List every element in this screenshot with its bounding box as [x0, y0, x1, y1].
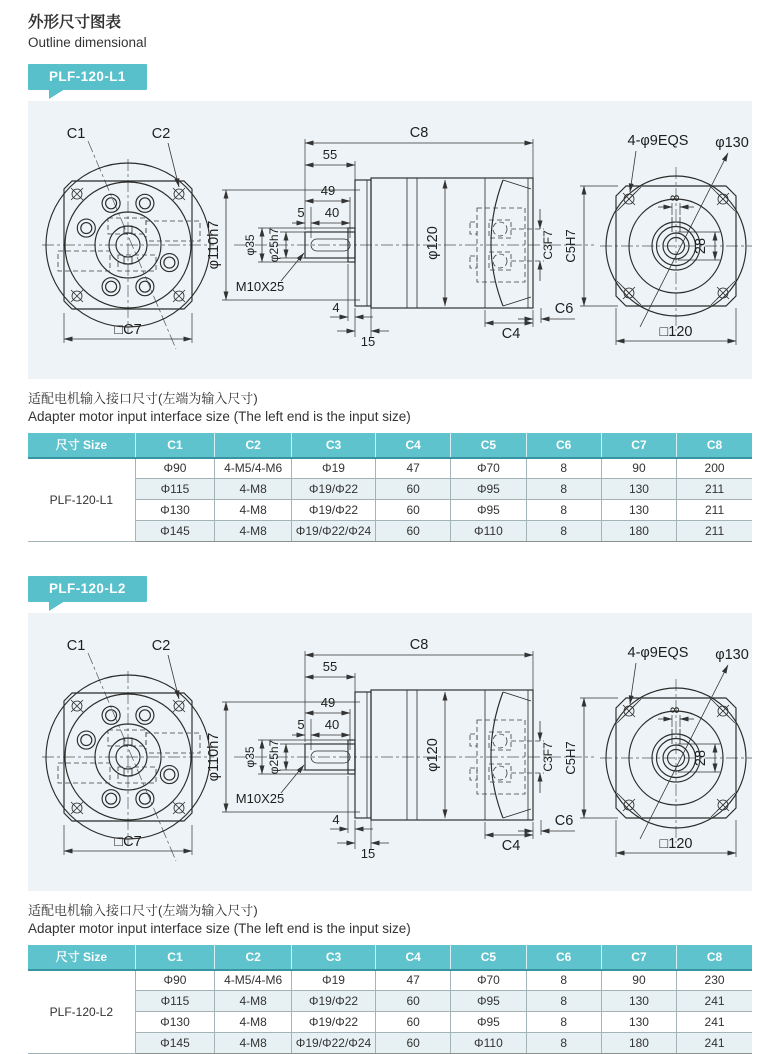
table-cell: Φ90 [135, 458, 215, 479]
dim-label-c8: C8 [409, 637, 429, 654]
table-cell: 8 [526, 479, 601, 500]
dim-label-d35: φ35 [243, 234, 257, 256]
dim-label-d110: φ110h7 [206, 732, 222, 782]
table-cell: 130 [601, 500, 676, 521]
table-cell: 4-M5/4-M6 [215, 458, 292, 479]
dim-label-49: 49 [320, 695, 336, 711]
note-zh: 适配电机输入接口尺寸(左端为输入尺寸) [28, 391, 258, 406]
table-cell: Φ95 [451, 1012, 526, 1033]
table-cell: 47 [375, 970, 450, 991]
table-row [28, 970, 752, 991]
dim-label-d25: φ25h7 [267, 739, 281, 775]
section-plf-120-l2 [28, 562, 752, 1054]
table-row [28, 521, 752, 542]
dim-label-15: 15 [360, 846, 376, 862]
dim-label-d120: φ120 [425, 738, 441, 772]
dim-label-49: 49 [320, 183, 336, 198]
dim-label-8: 8 [668, 194, 682, 202]
page-subtitle: Outline dimensional [28, 35, 147, 50]
table-cell: Φ19/Φ22 [292, 1012, 376, 1033]
dim-label-d25: φ25h7 [267, 227, 281, 263]
table-cell: 200 [677, 458, 752, 479]
table-cell: Φ19/Φ22 [292, 479, 376, 500]
table-header-row [28, 433, 752, 458]
table-row [28, 1012, 752, 1033]
table-cell: Φ110 [451, 1033, 526, 1054]
table-cell: 47 [375, 458, 450, 479]
dim-label-4: 4 [332, 300, 340, 315]
dim-label-28: 28 [693, 749, 709, 767]
table-row [28, 458, 752, 479]
column-header: 尺寸 Size [28, 945, 135, 970]
column-header: C7 [601, 945, 676, 970]
column-header: 尺寸 Size [28, 433, 135, 458]
table-cell: Φ145 [135, 1033, 215, 1054]
column-header: C8 [677, 945, 752, 970]
table-cell: Φ19/Φ22 [292, 500, 376, 521]
table-cell: 4-M5/4-M6 [215, 970, 292, 991]
table-cell: Φ110 [451, 521, 526, 542]
table-cell: Φ130 [135, 1012, 215, 1033]
table-cell: 8 [526, 1033, 601, 1054]
table-cell: 60 [375, 479, 450, 500]
column-header: C8 [677, 433, 752, 458]
rear-view [600, 133, 752, 345]
dimension-table-l2 [28, 945, 752, 1054]
table-cell: 90 [601, 970, 676, 991]
table-cell: 8 [526, 500, 601, 521]
dim-label-d130: φ130 [715, 647, 749, 664]
dim-label-sq120: □120 [659, 324, 693, 340]
dim-label-eqs: 4-φ9EQS [627, 645, 689, 662]
table-cell: Φ95 [451, 500, 526, 521]
dim-label-c6: C6 [554, 813, 574, 830]
column-header: C1 [135, 945, 215, 970]
table-cell: Φ19 [292, 458, 376, 479]
outline-drawing [28, 101, 752, 379]
table-cell: Φ19 [292, 970, 376, 991]
model-badge: PLF-120-L2 [28, 576, 147, 602]
dim-label-c3: C3F7 [541, 230, 555, 260]
table-cell: 60 [375, 500, 450, 521]
dim-label-15: 15 [360, 334, 376, 349]
table-cell: Φ115 [135, 991, 215, 1012]
table-row [28, 991, 752, 1012]
table-cell: 8 [526, 1012, 601, 1033]
table-cell: 4-M8 [215, 521, 292, 542]
table-cell: 4-M8 [215, 1033, 292, 1054]
table-cell: 211 [677, 479, 752, 500]
column-header: C6 [526, 945, 601, 970]
table-cell: Φ130 [135, 500, 215, 521]
dim-label-m10: M10X25 [235, 279, 285, 294]
column-header: C6 [526, 433, 601, 458]
table-cell: Φ19/Φ22/Φ24 [292, 1033, 376, 1054]
dim-label-c5: C5H7 [563, 741, 578, 775]
row-label: PLF-120-L1 [28, 458, 135, 542]
front-view [42, 126, 214, 349]
table-cell: 8 [526, 458, 601, 479]
table-cell: 241 [677, 1012, 752, 1033]
dimension-table-l1 [28, 433, 752, 543]
column-header: C5 [451, 945, 526, 970]
table-cell: 4-M8 [215, 991, 292, 1012]
dim-label-c1: C1 [66, 638, 86, 655]
side-view [206, 125, 618, 349]
dim-label-c6: C6 [554, 301, 574, 317]
note-en: Adapter motor input interface size (The left end is the input size) [28, 921, 411, 936]
table-cell: 130 [601, 479, 676, 500]
dim-label-d110: φ110h7 [206, 220, 222, 270]
table-cell: 180 [601, 1033, 676, 1054]
side-view [206, 637, 618, 861]
table-cell: Φ70 [451, 458, 526, 479]
table-cell: 211 [677, 521, 752, 542]
dim-label-28: 28 [693, 237, 709, 255]
table-cell: 241 [677, 1033, 752, 1054]
table-cell: 60 [375, 991, 450, 1012]
dim-label-c4: C4 [501, 326, 521, 342]
dim-label-d120: φ120 [425, 226, 441, 260]
table-cell: 130 [601, 991, 676, 1012]
note-block [28, 390, 752, 427]
table-cell: 60 [375, 1012, 450, 1033]
table-cell: 130 [601, 1012, 676, 1033]
table-row [28, 1033, 752, 1054]
column-header: C4 [375, 945, 450, 970]
dim-label-55: 55 [322, 147, 338, 162]
dim-label-55: 55 [322, 659, 338, 675]
dim-label-c4: C4 [501, 838, 521, 855]
dim-label-d130: φ130 [715, 135, 749, 151]
note-block [28, 902, 752, 939]
table-cell: 60 [375, 1033, 450, 1054]
front-view [42, 638, 214, 861]
table-cell: 60 [375, 521, 450, 542]
dim-label-c8: C8 [409, 125, 429, 141]
dim-label-4: 4 [332, 812, 340, 828]
table-cell: 8 [526, 991, 601, 1012]
dim-label-5: 5 [297, 205, 305, 220]
drawing-panel [28, 101, 752, 379]
table-cell: 8 [526, 970, 601, 991]
table-cell: Φ95 [451, 991, 526, 1012]
table-cell: 4-M8 [215, 1012, 292, 1033]
table-cell: 4-M8 [215, 500, 292, 521]
dim-label-m10: M10X25 [235, 791, 285, 807]
dim-label-c3: C3F7 [541, 742, 555, 772]
column-header: C2 [215, 433, 292, 458]
table-cell: Φ19/Φ22/Φ24 [292, 521, 376, 542]
note-en: Adapter motor input interface size (The left end is the input size) [28, 408, 411, 424]
rear-view [600, 645, 752, 857]
dim-label-eqs: 4-φ9EQS [627, 133, 689, 149]
table-row [28, 479, 752, 500]
column-header: C4 [375, 433, 450, 458]
column-header: C3 [292, 945, 376, 970]
table-cell: Φ19/Φ22 [292, 991, 376, 1012]
column-header: C3 [292, 433, 376, 458]
model-badge: PLF-120-L1 [28, 64, 147, 90]
table-cell: 180 [601, 521, 676, 542]
outline-drawing [28, 613, 752, 891]
column-header: C7 [601, 433, 676, 458]
dim-label-c2: C2 [151, 126, 171, 142]
drawing-panel [28, 613, 752, 891]
dim-label-c1: C1 [66, 126, 86, 142]
column-header: C5 [451, 433, 526, 458]
dim-label-5: 5 [297, 717, 305, 733]
note-zh: 适配电机输入接口尺寸(左端为输入尺寸) [28, 903, 258, 919]
table-cell: Φ90 [135, 970, 215, 991]
dim-label-c7: □C7 [114, 834, 142, 851]
table-cell: 4-M8 [215, 479, 292, 500]
table-cell: 211 [677, 500, 752, 521]
section-plf-120-l1 [28, 50, 752, 542]
column-header: C2 [215, 945, 292, 970]
table-cell: 90 [601, 458, 676, 479]
dim-label-40: 40 [324, 717, 340, 733]
table-cell: 241 [677, 991, 752, 1012]
dim-label-8: 8 [668, 706, 682, 714]
page-title: 外形尺寸图表 [28, 14, 122, 31]
table-cell: 8 [526, 521, 601, 542]
table-header-row [28, 945, 752, 970]
dim-label-c2: C2 [151, 638, 171, 655]
column-header: C1 [135, 433, 215, 458]
dim-label-40: 40 [324, 205, 340, 220]
row-label: PLF-120-L2 [28, 970, 135, 1054]
table-cell: Φ95 [451, 479, 526, 500]
dim-label-c7: □C7 [114, 322, 142, 338]
table-row [28, 500, 752, 521]
dim-label-sq120: □120 [659, 836, 693, 853]
table-cell: Φ145 [135, 521, 215, 542]
dim-label-d35: φ35 [243, 746, 257, 768]
table-cell: 230 [677, 970, 752, 991]
table-cell: Φ70 [451, 970, 526, 991]
table-cell: Φ115 [135, 479, 215, 500]
dim-label-c5: C5H7 [563, 229, 578, 263]
